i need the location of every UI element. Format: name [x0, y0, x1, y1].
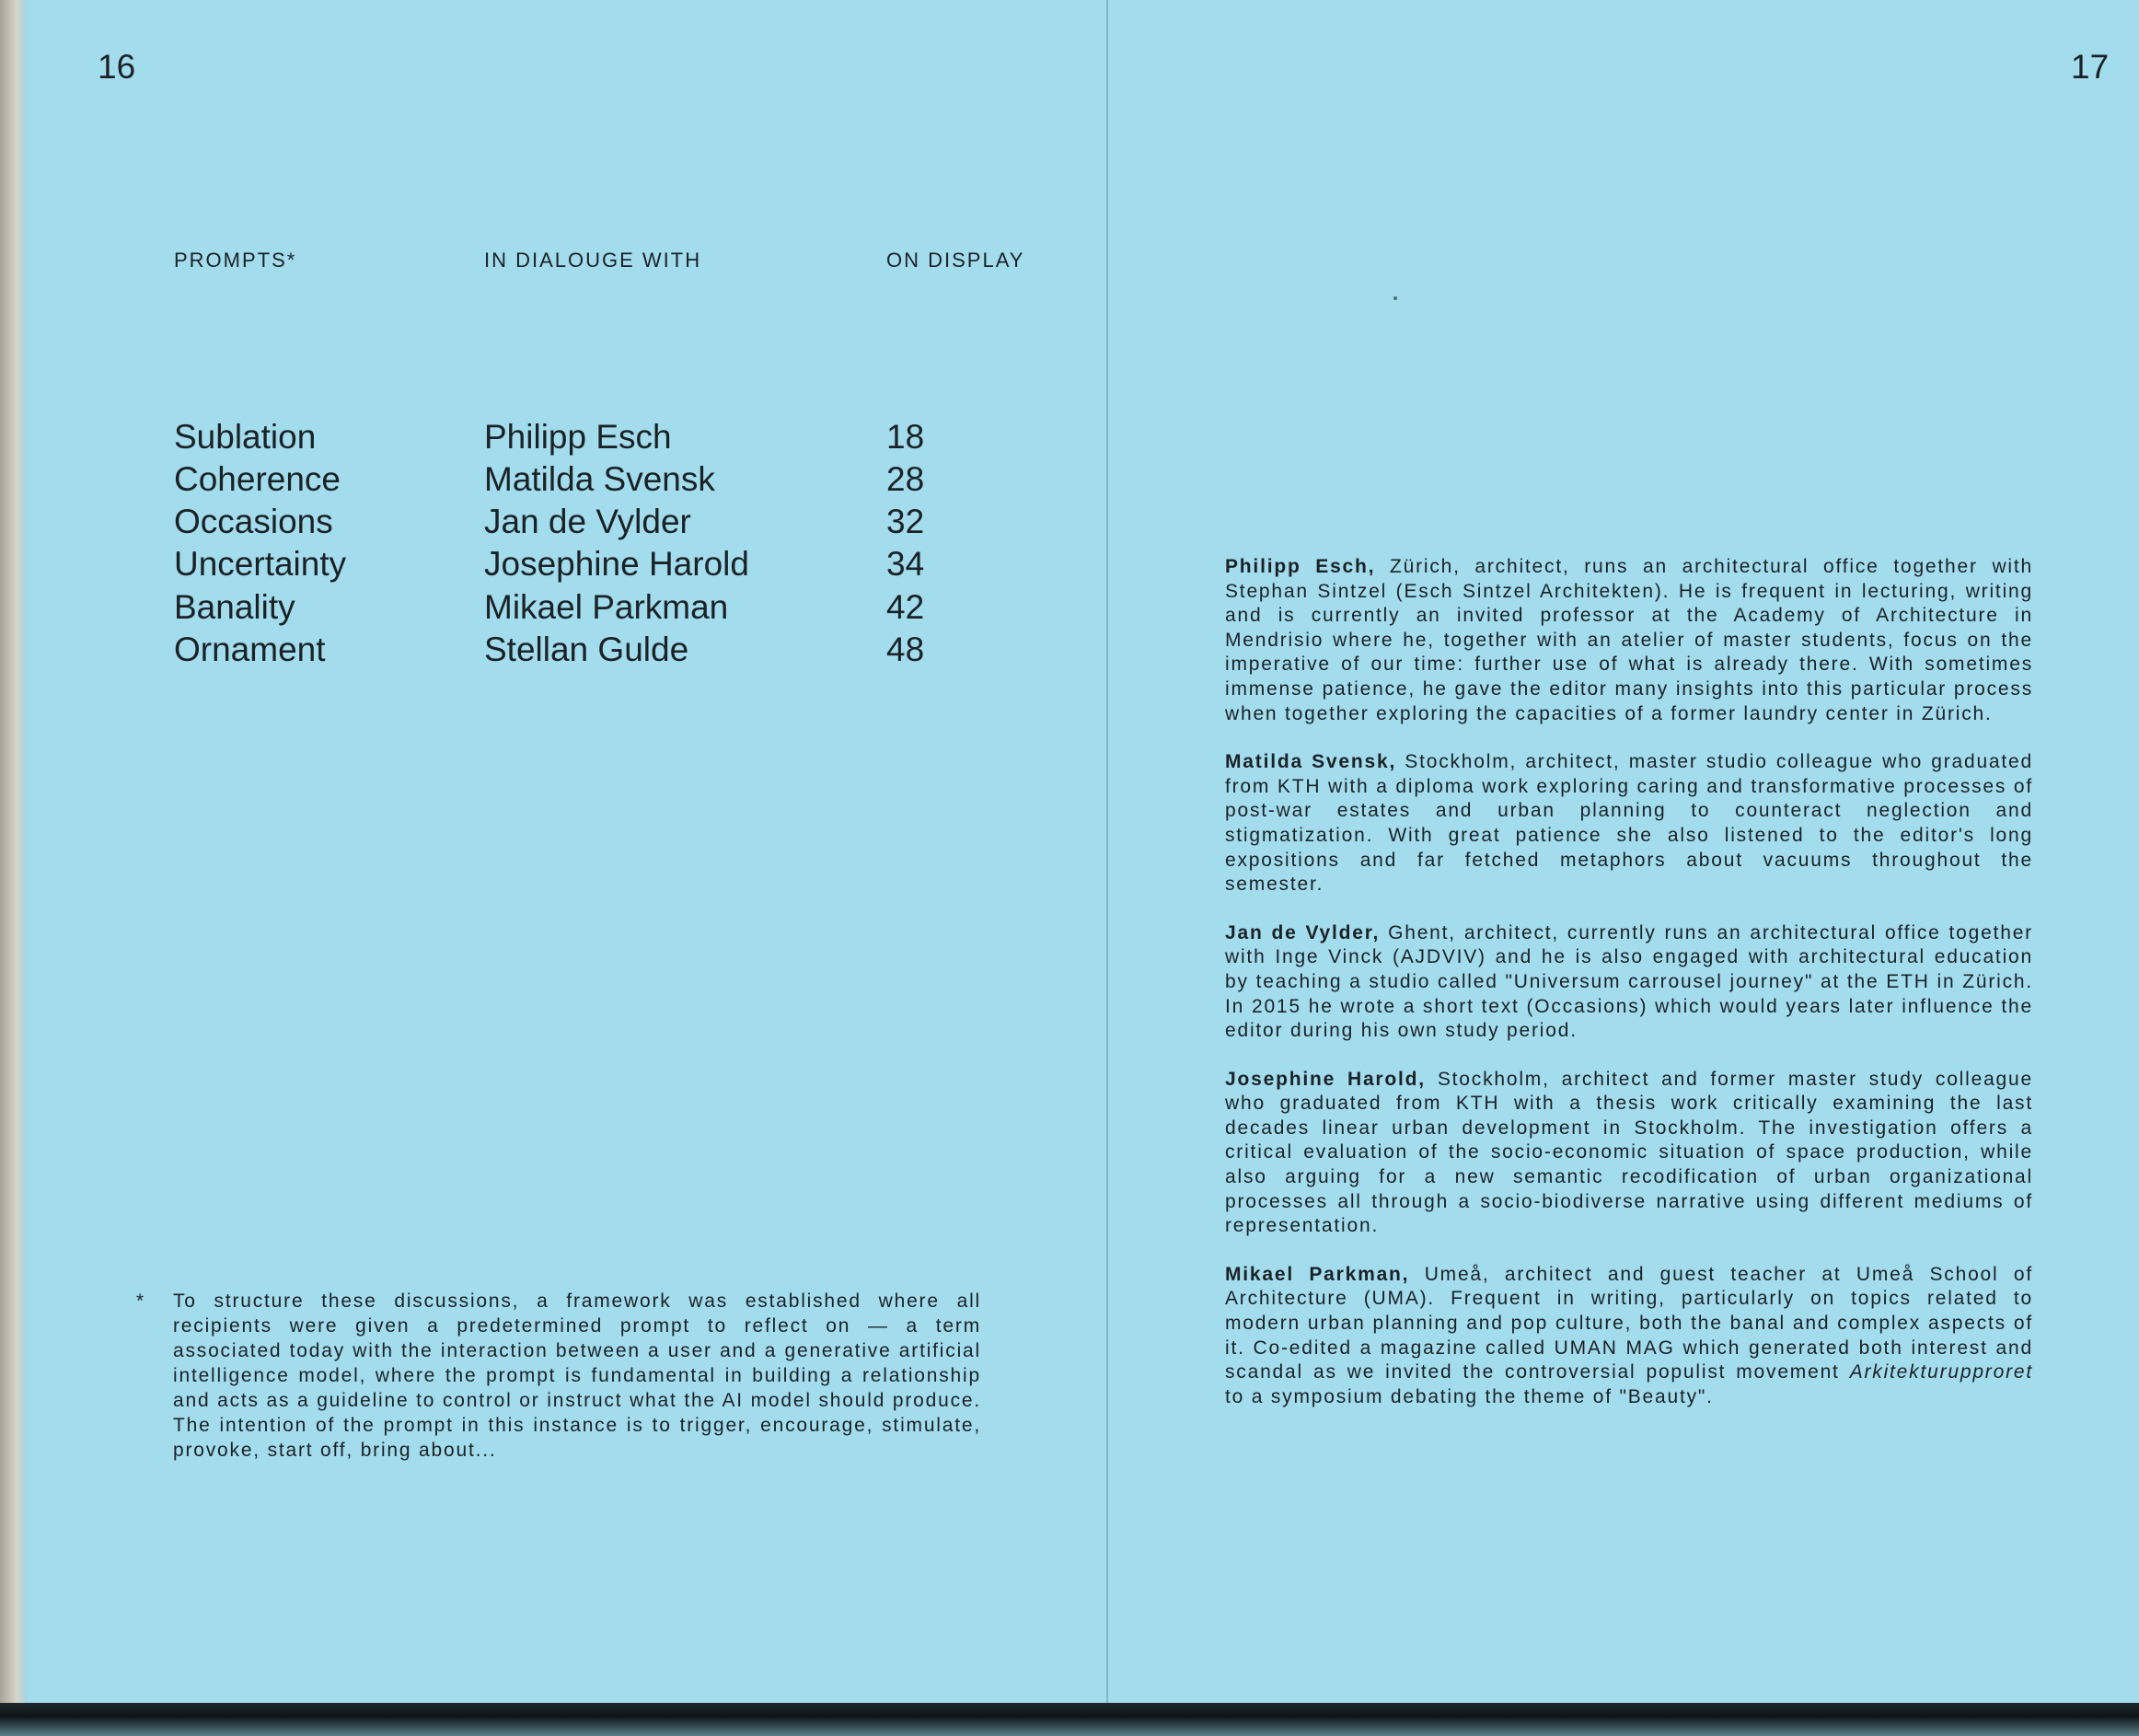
page-ref-18: 18 [886, 418, 925, 456]
person-philipp-esch: Philipp Esch [484, 418, 672, 456]
bio-name: Matilda Svensk, [1225, 751, 1397, 773]
header-display: ON DISPLAY [886, 249, 1025, 272]
person-jan-de-vylder: Jan de Vylder [484, 503, 691, 540]
bio-text: Stockholm, architect, master studio colleague who graduated from KTH with a diploma work exploring caring and transformative processes of post-war estates and urban planning to counteract neglection and stigmatization. With great patience she also listened to the editor's long expositions and far fetched metaphors about vacuums throughout the semester. [1225, 751, 2033, 896]
bottom-shadow [0, 1703, 2139, 1736]
page-ref-32: 32 [886, 503, 925, 540]
prompt-occasions: Occasions [174, 503, 333, 540]
contributor-bios [1225, 555, 2033, 1433]
page-ref-34: 34 [886, 545, 925, 583]
footnote-text: To structure these discussions, a framework was established where all recipients were given a predetermined prompt to reflect on — a term associated today with the interaction between a user and a generative artificial intelligence model, where the prompt is fundamental in building a relationship and acts as a guideline to control or instruct what the AI model should produce. The intention of the prompt in this instance is to trigger, encourage, stimulate, provoke, start off, bring about... [173, 1290, 981, 1461]
bio-text: Zürich, architect, runs an architectural office together with Stephan Sintzel (Esch Sintzel Architekten). He is frequent in lecturing, writing and is currently an invited professor at the Academy of Architecture in Mendrisio where he, together with an atelier of master students, focus on the imperative of our time: further use of what is already there. With sometimes immense patience, he gave the editor many insights into this particular process when together exploring the capacities of a former laundry center in Zürich. [1225, 556, 2033, 724]
header-dialogue: IN DIALOUGE WITH [484, 249, 702, 272]
page-ref-28: 28 [886, 460, 925, 498]
prompt-ornament: Ornament [174, 631, 326, 668]
bio-text: Stockholm, architect and former master study colleague who graduated from KTH with a thesis work critically examining the last decades linear urban development in Stockholm. The investigation offers a critical evaluation of the socio-economic situation of space production, while also arguing for a new semantic recodification of urban organizational processes all through a socio-biodiverse narrative using different mediums of representation. [1225, 1068, 2033, 1237]
prompt-banality: Banality [174, 588, 295, 626]
prompt-uncertainty: Uncertainty [174, 545, 347, 583]
page-edge [0, 0, 28, 1736]
right-page-number: 17 [2071, 48, 2110, 86]
page-ref-48: 48 [886, 631, 925, 668]
person-stellan-gulde: Stellan Gulde [484, 631, 689, 668]
bio-matilda-svensk [1225, 750, 2033, 897]
person-matilda-svensk: Matilda Svensk [484, 460, 715, 498]
bio-name: Josephine Harold, [1225, 1068, 1426, 1090]
header-prompts: PROMPTS* [174, 249, 297, 272]
person-josephine-harold: Josephine Harold [484, 545, 749, 583]
bio-italic-term: Arkitekturupproret [1849, 1361, 2033, 1383]
bio-josephine-harold [1225, 1068, 2033, 1239]
page-ref-42: 42 [886, 588, 925, 626]
bio-name: Jan de Vylder, [1225, 921, 1381, 943]
bio-text-after: to a symposium debating the theme of "Beauty". [1225, 1385, 1714, 1407]
bio-text: Ghent, architect, currently runs an architectural office together with Inge Vinck (AJDVIV) and he is also engaged with architectural education by teaching a studio called "Universum carrousel journey" at the ETH in Zürich. In 2015 he wrote a short text (Occasions) which would years later influence the editor during his own study period. [1225, 921, 2033, 1042]
bio-philipp-esch [1225, 555, 2033, 726]
bio-mikael-parkman [1225, 1263, 2033, 1410]
ink-speck [1393, 296, 1397, 300]
footnote-marker: * [136, 1290, 145, 1312]
person-mikael-parkman: Mikael Parkman [484, 588, 729, 626]
bio-name: Mikael Parkman, [1225, 1263, 1410, 1285]
bio-jan-de-vylder [1225, 921, 2033, 1044]
left-page-number: 16 [98, 48, 136, 86]
prompt-coherence: Coherence [174, 460, 341, 498]
footnote [136, 1289, 981, 1463]
bio-text: Umeå, architect and guest teacher at Umeå School of Architecture (UMA). Frequent in writing, particularly on topics related to modern urban planning and pop culture, both the banal and complex aspects of it. Co-edited a magazine called UMAN MAG which generated both interest and scandal as we invited the controversial populist movement [1225, 1263, 2033, 1383]
bio-name: Philipp Esch, [1225, 556, 1376, 577]
prompt-sublation: Sublation [174, 418, 317, 456]
